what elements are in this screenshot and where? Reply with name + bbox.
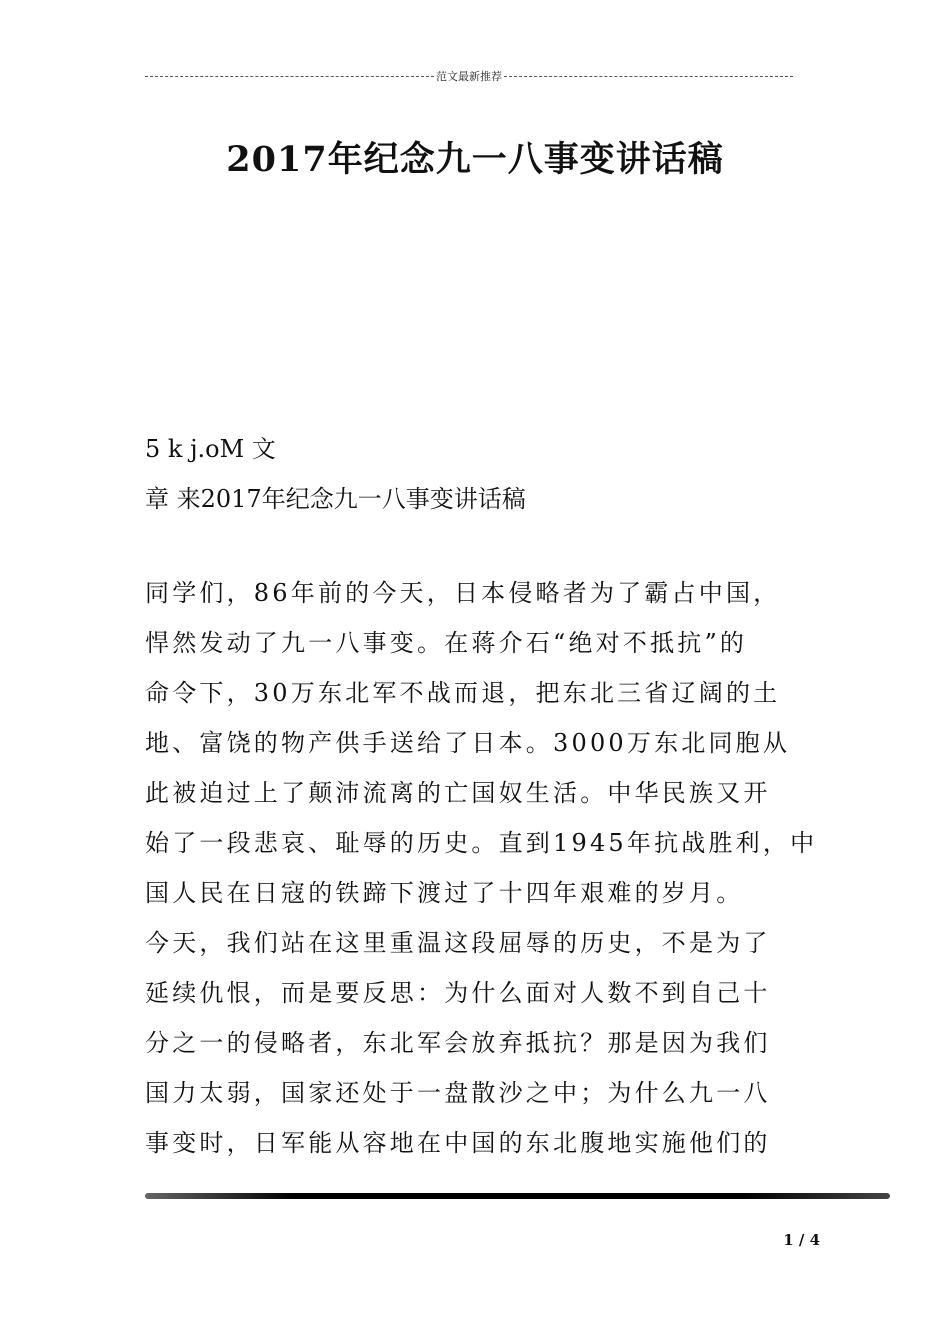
body-text [145, 568, 818, 1168]
intro-block [145, 424, 805, 524]
intro-line-2: 章 来2017年纪念九一八事变讲话稿 [145, 485, 526, 513]
body-line: 命令下，30万东北军不战而退，把东北三省辽阔的土 [145, 679, 781, 707]
body-line: 始了一段悲哀、耻辱的历史。直到1945年抗战胜利，中 [145, 829, 818, 857]
intro-line-1: 5 k j.oM 文 [145, 435, 276, 463]
body-line: 延续仇恨，而是要反思：为什么面对人数不到自己十 [145, 979, 771, 1007]
page-number: 1 / 4 [783, 1231, 820, 1249]
page-header [145, 66, 793, 86]
header-dash-left [145, 76, 434, 77]
body-line: 国力太弱，国家还处于一盘散沙之中；为什么九一八 [145, 1079, 771, 1107]
body-line: 地、富饶的物产供手送给了日本。3000万东北同胞从 [145, 729, 791, 757]
footer-divider [145, 1193, 890, 1199]
body-line: 此被迫过上了颠沛流离的亡国奴生活。中华民族又开 [145, 779, 771, 807]
body-line: 悍然发动了九一八事变。在蒋介石“绝对不抵抗”的 [145, 629, 748, 657]
document-title: 2017年纪念九一八事变讲话稿 [226, 139, 724, 180]
body-line: 国人民在日寇的铁蹄下渡过了十四年艰难的岁月。 [145, 879, 744, 907]
body-line: 今天，我们站在这里重温这段屈辱的历史，不是为了 [145, 929, 771, 957]
body-line: 同学们，86年前的今天，日本侵略者为了霸占中国， [145, 579, 781, 607]
body-line: 事变时，日军能从容地在中国的东北腹地实施他们的 [145, 1129, 771, 1157]
body-line: 分之一的侵略者，东北军会放弃抵抗？那是因为我们 [145, 1029, 771, 1057]
header-dash-right [504, 76, 793, 77]
header-label: 范文最新推荐 [436, 70, 502, 83]
